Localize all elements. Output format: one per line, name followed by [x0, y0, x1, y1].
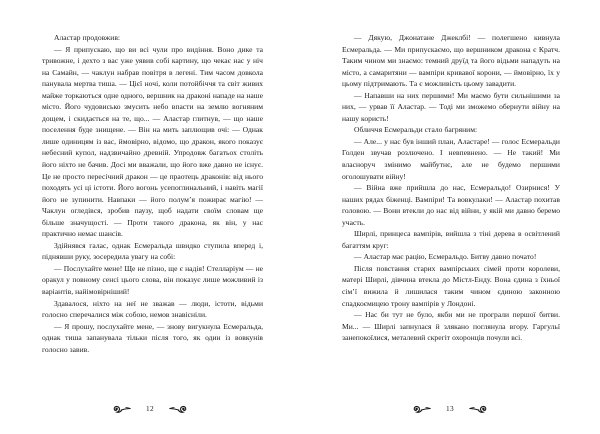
- right-page: [300, 0, 600, 434]
- paragraph: Здавалося, ніхто на неї не зважав — люди, істоти, відьми голосно сперечалися між собою, немов знавісніли.: [42, 298, 263, 320]
- paragraph: — Я прошу, послухайте мене, — знову вигукнула Есмеральда, однак тиша запанувала тільки після того, як один із вовкунів голосно завив.: [42, 321, 263, 354]
- paragraph: — Аластар має рацію, Есмеральдо. Битву давно почато!: [354, 252, 537, 262]
- paragraph: — Я припускаю, що ви всі чули про видіння. Воно дике та тривожне, і дехто з вас уже уявив собі картину, що чекає нас у ніч на Самайн, — чаклун набрав повітря в легені. Тим часом довкола панувала мертва тиша. — Цієї ночі, коли потойбіччя та світ живих майже торкаються одне одного, вершник на драконі нападе на наше місто. Його чудовисько змусить небо впасти на землю вогняним дощем, і скидається на те, що... — Аластар глитнув, — що наше поселення буде знищене. — Він на мить заплющив очі: — Однак лише одиницям із вас, ймовірно, відомо, що дракон, якого показує небесний купол, надзвичайно древній. Упродовж багатьох століть його ніхто не бачив. Досі ми вважали, що його вже давно не існує. Це не просто пересічний дракон — це праотець драконів: від нього походять усі ці істоти. Його вогонь усепоглинальний, і навіть магії його не зупинити. Навпаки — його полум’я пожирає магію! — Чаклун огледівся, зробив паузу, щоб надати своїм словам ще більше значущості. — Проти такого дракона, як він, у нас практично немає шансів.: [42, 44, 263, 239]
- paragraph: — Напавши на них першими! Ми маємо бути сильнішими за них, — урвав її Аластар. — Тоді ми зможемо обернути війну на нашу користь!: [342, 90, 560, 123]
- paragraph: — Нас би тут не було, якби ми не програли першої битви. Ми... — Ширлі запнулася й злякано поглянула вгору. Гаргульї занепокоїлися, металевий скрегіт охоронців почули всі.: [342, 310, 560, 343]
- paragraph: Аластар продовжив:: [54, 33, 121, 42]
- paragraph: Після повстання старих вампірських сімей проти королеви, матері Ширлі, дівчина втекла до Містл-Енду. Вона єдина з їхньої сім’ї вижила й лишилася таким чином єдиною законною спадкоємицею трону вампірів у Лондоні.: [342, 263, 560, 308]
- flourish-swirl-icon: [461, 403, 487, 415]
- page-number: 12: [146, 404, 154, 414]
- flourish-swirl-icon: [413, 403, 439, 415]
- left-page-footer: [0, 402, 300, 416]
- paragraph: — Але... у нас був інший план, Аластаре! — голос Есмеральди Голден звучав розлючено. І невпевнено. — Не такий! Ми власноруч змінимо майбутнє, але не будемо першими оголошувати війну!: [342, 136, 560, 181]
- page-number: 13: [446, 404, 454, 414]
- paragraph: — Послухайте мене! Ще не пізно, ще є надія! Стелларіум — не оракул у повному сенсі цього слова, він показує лише можливий із варіантів, найімовірніший!: [42, 263, 263, 297]
- flourish-swirl-icon: [161, 403, 187, 415]
- right-page-footer: [300, 402, 600, 416]
- paragraph: — Дякую, Джонатане Джеклбі! — полегшено кивнула Есмеральда. — Ми припускаємо, що вершником дракона є Кратч. Таким чином ми знаємо: темний друїд та його відьми нападуть на місто, а самаритяни — вампіри кривавої корони, — ймовірно, їх у цьому підтримають. Та є можливість цьому завадити.: [342, 33, 560, 89]
- left-page-text-block: [42, 32, 263, 434]
- paragraph: Здійнявся галас, однак Есмеральда швидко ступила вперед і, піднявши руку, зосередила увагу на собі:: [42, 240, 263, 262]
- flourish-swirl-icon: [113, 403, 139, 415]
- paragraph: — Війна вже прийшла до нас, Есмеральдо! Озирнися! У наших рядах біженці. Вампіри! Та вовкулаки! — Аластар похитав головою. — Вони втекли до нас від війни, у якій ми давно беремо участь.: [342, 183, 560, 227]
- paragraph: Обличчя Есмеральди стало багряним:: [354, 125, 478, 135]
- paragraph: Ширлі, принцеса вампірів, вийшла з тіні дерева в освітлений багаттям круг:: [342, 229, 560, 250]
- right-page-text-block: [342, 32, 560, 434]
